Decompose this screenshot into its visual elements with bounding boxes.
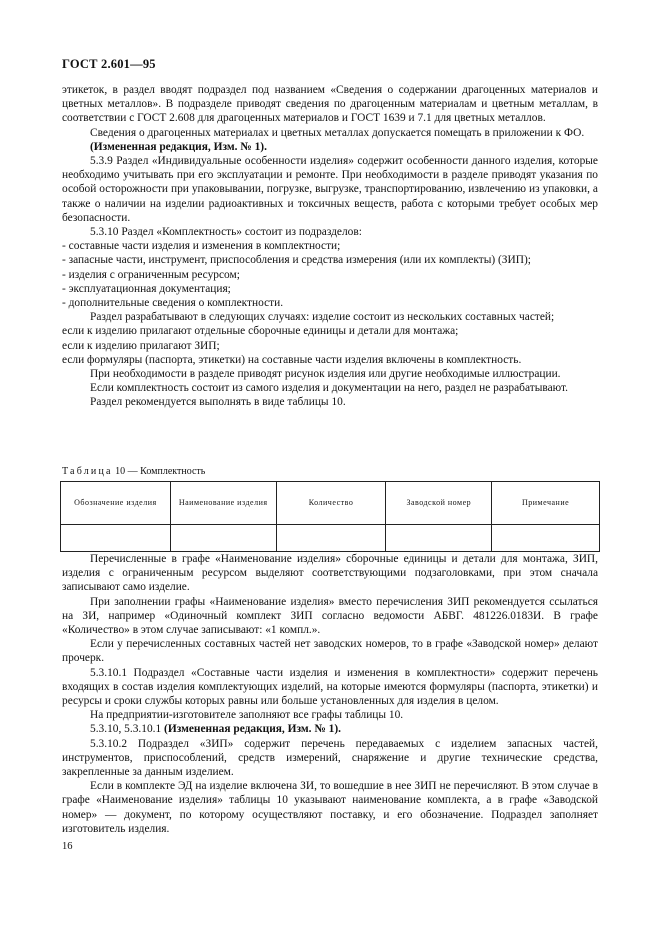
table-caption-prefix: Таблица: [62, 466, 113, 477]
paragraph: Раздел рекомендуется выполнять в виде таблицы 10.: [90, 396, 346, 409]
table-10: [60, 481, 600, 552]
column-header: Заводской номер: [386, 482, 492, 525]
page-number: 16: [62, 841, 73, 852]
paragraph: если к изделию прилагают ЗИП;: [62, 339, 220, 352]
paragraph: этикеток, в раздел вводят подраздел под названием «Сведения о содержании драгоценных материалов и цветных металлов». В подразделе приводят сведения по драгоценным материалам и цветным металлам, в соответствии с ГОСТ 2.608 для драгоценных материалов и ГОСТ 1639 и 7.1 для цветных металлов.: [62, 84, 598, 125]
text-block-top: [62, 83, 598, 410]
paragraph: 5.3.10.1 Подраздел «Составные части изделия и изменения в комплектности» содержит перечень входящих в состав изделия комплектующих изделий, на которые имеются формуляры (паспорта, этикетки) и ресурсы и сроки службы которых равны или больше установленных для изделия в целом.: [62, 666, 598, 708]
table-cell: [61, 525, 171, 552]
paragraph: 5.3.10.2 Подраздел «ЗИП» содержит перечень передаваемых с изделием запасных частей, инструментов, приспособлений, средств измерений, снаряжение и другие технические средства, закрепленные за данным изделием.: [62, 737, 598, 779]
paragraph: если формуляры (паспорта, этикетки) на составные части изделия включены в комплектность.: [62, 353, 522, 366]
table-cell: [170, 525, 276, 552]
paragraph: Раздел разрабатывают в следующих случаях: изделие состоит из нескольких составных частей;: [90, 311, 555, 324]
paragraph: 5.3.10 Раздел «Комплектность» состоит из подразделов:: [90, 226, 362, 239]
clause-numbers: 5.3.10, 5.3.10.1: [90, 723, 165, 736]
document-header-title: ГОСТ 2.601—95: [62, 57, 156, 71]
table-header-row: [61, 482, 600, 525]
paragraph: Если у перечисленных составных частей нет заводских номеров, то в графе «Заводской номер» делают прочерк.: [62, 638, 598, 665]
paragraph: 5.3.9 Раздел «Индивидуальные особенности изделия» содержит особенности данного изделия, которые необходимо учитывать при его эксплуатации и ремонте. При необходимости в разделе приводят указания по особой осторожности при упаковывании, погрузке, выгрузке, транспортированию, извлечению из упаковки, а также о наличии на изделии радиоактивных и токсичных веществ, работа с которыми требует особых мер безопасности.: [62, 155, 598, 224]
list-item: - составные части изделия и изменения в комплектности;: [62, 240, 341, 253]
column-header: Обозначение изделия: [61, 482, 171, 525]
list-item: - дополнительные сведения о комплектности.: [62, 297, 284, 310]
column-header: Количество: [276, 482, 386, 525]
table-cell: [492, 525, 600, 552]
amendment-note: (Измененная редакция, Изм. № 1).: [90, 140, 267, 153]
paragraph: При заполнении графы «Наименование изделия» вместо перечисления ЗИП рекомендуется ссылаться на ЗИ, например «Одиночный комплект ЗИП согласно ведомости АБВГ. 481226.0183И. В графе «Количество» в этом случае записывают: «1 компл.».: [62, 595, 598, 637]
paragraph: На предприятии-изготовителе заполняют все графы таблицы 10.: [90, 709, 404, 722]
table-cell: [386, 525, 492, 552]
paragraph: Если комплектность состоит из самого изделия и документации на него, раздел не разрабатывают.: [90, 382, 568, 395]
paragraph: Перечисленные в графе «Наименование изделия» сборочные единицы и детали для монтажа, ЗИП, изделия с ограниченным ресурсом выделяют соответствующими подзаголовками, при этом сначала записывают само изделие.: [62, 553, 598, 594]
table-cell: [276, 525, 386, 552]
paragraph: Если в комплекте ЭД на изделие включена ЗИ, то вошедшие в нее ЗИП не перечисляют. В этом случае в графе «Наименование изделия» таблицы 10 указывают наименование комплекта, а в графе «Заводской номер» — документ, по которому осуществляют поставку, и его обозначение. Подраздел заполняет изготовитель изделия.: [62, 780, 598, 835]
list-item: - эксплуатационная документация;: [62, 282, 231, 295]
text-block-bottom: [62, 552, 598, 836]
amendment-line: [62, 722, 598, 736]
column-header: Наименование изделия: [170, 482, 276, 525]
paragraph: При необходимости в разделе приводят рисунок изделия или другие необходимые иллюстрации.: [90, 368, 561, 381]
amendment-note: (Измененная редакция, Изм. № 1).: [164, 723, 341, 736]
list-item: - изделия с ограниченным ресурсом;: [62, 268, 240, 281]
list-item: - запасные части, инструмент, приспособления и средства измерения (или их комплекты) (ЗИП);: [62, 254, 531, 267]
paragraph: Сведения о драгоценных материалах и цветных металлах допускается помещать в приложении к ФО.: [90, 126, 585, 139]
table-caption: [62, 466, 205, 477]
column-header: Примечание: [492, 482, 600, 525]
table-caption-text: 10 — Комплектность: [112, 466, 206, 477]
paragraph: если к изделию прилагают отдельные сборочные единицы и детали для монтажа;: [62, 325, 459, 338]
table-row: [61, 525, 600, 552]
